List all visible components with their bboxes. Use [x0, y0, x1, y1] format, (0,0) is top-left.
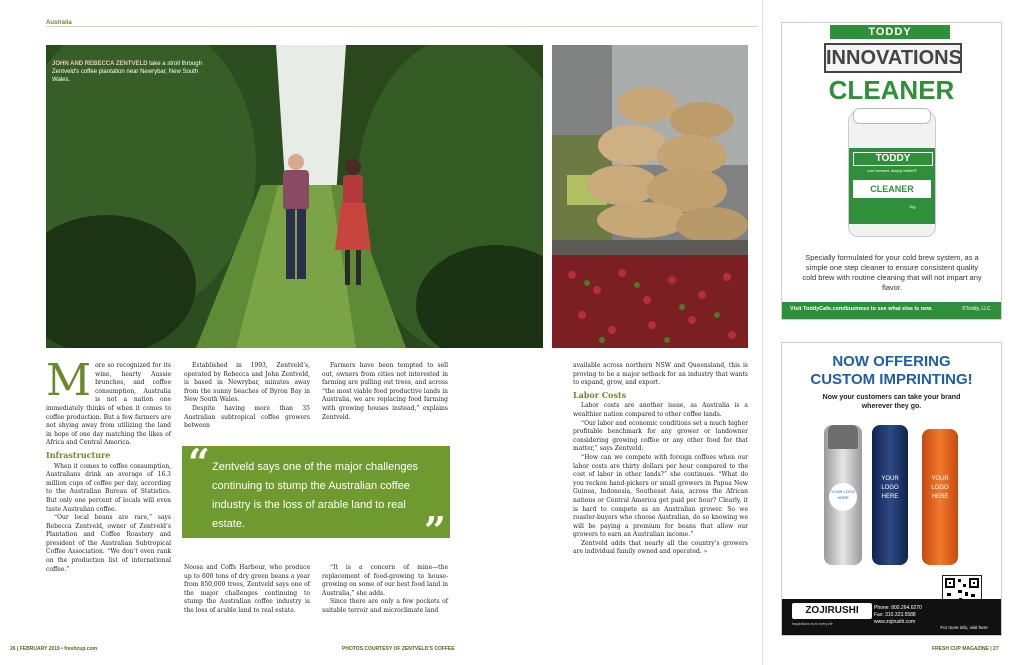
paragraph: Labor costs are another issue, as Australia is a wealthier nation compared to other coffee lands. [573, 402, 748, 418]
paragraph: ore so recognized for its wine, hearty Aussie brunches, and coffee consumption, Australia is not a nation one immediately thinks of when it comes to coffee production. But a few farmers are not shying away from utilizing the land in hope of one day matching the likes of Africa and Central America. [46, 362, 171, 447]
paragraph: Zentveld adds that nearly all the country’s growers are individual family owned and operated. » [573, 539, 748, 556]
ad-link[interactable]: Visit ToddyCafe.com/business to see what else is new. [790, 306, 933, 312]
article-column-2-bottom [184, 564, 310, 616]
ad-headline-1: NOW OFFERING [832, 353, 951, 370]
innovations-banner: INNOVATIONS [824, 43, 962, 73]
header-rule [46, 26, 758, 27]
more-info[interactable]: For more info, visit here [940, 625, 988, 630]
article-column-3-bottom [322, 564, 448, 616]
contact-info [874, 605, 944, 626]
fax: Fax: 310.323.5588 [874, 612, 916, 618]
paragraph: Farmers have been tempted to sell out, owners from cities not interested in farming are pulling out trees, and across “the most viable food productive lands in Australia, we are replacing food farming with growing houses instead,” explains Zentveld. [322, 362, 448, 421]
website-link[interactable]: www.zojirushi.com [874, 619, 916, 625]
drop-cap: M [46, 355, 92, 406]
phone: Phone: 800.264.6270 [874, 605, 922, 611]
jar-brand: TODDY [853, 152, 933, 166]
paragraph: Despite having more than 35 Australian subtropical coffee growers between [184, 404, 310, 430]
photo-caption: JOHN AND REBECCA ZENTVELD take a stroll through Zentveld's coffee plantation near Newrybar, New South Wales. [52, 61, 202, 83]
subheading-infrastructure: Infrastructure [46, 449, 111, 460]
open-quote-icon: “ [188, 440, 210, 485]
footer-credit: PHOTOS COURTESY OF ZENTVELD’S COFFEE [342, 646, 455, 652]
article-column-4 [573, 362, 748, 557]
paragraph: “How can we compete with foreign coffees when our labor costs are thirty dollars per hour compared to the cost of labor in other lands?” she continues. “What do you reckon hand-pickers or small growers in Papua New Guinea, Indonesia, Southeast Asia, across the African nations or Central America get paid per hour? Clearly, it is hard to compete as an Australian grower. So we roaster-buyers who choose Australian, do so knowing we will be paying a premium for beans that allow our growers to earn an Australian income.” [573, 453, 748, 539]
toddy-logo: TODDY [830, 25, 950, 39]
paragraph: “Our local beans are rare,” says Rebecca Zentveld, owner of Zentveld’s Plantation and Coffee Roastery and president of the Australian Subtropical Coffee Association. “We don’t even rank on the production list of international coffee.” [46, 514, 171, 573]
logo-placeholder: YOUR LOGO HERE [931, 476, 949, 500]
toddy-ad[interactable] [781, 22, 1002, 320]
ad-copyright: ©Toddy, LLC [962, 306, 991, 312]
article-column-1 [46, 355, 171, 574]
cleaner-jar [848, 111, 936, 237]
zojirushi-footer [782, 599, 1001, 635]
paragraph: “Our labor and economic conditions set a much higher profitable benchmark for any grower or landowner considering growing coffee or any other food for that matter,” says Zentveld. [573, 419, 748, 453]
bottle-navy [872, 425, 908, 565]
zojirushi-logo: ZOJIRUSHI [792, 603, 872, 619]
article-column-2-top [184, 362, 310, 431]
continue-arrow-icon: » [703, 548, 708, 556]
bottle-orange [922, 429, 958, 565]
brand-tagline: Inspirations from every life [792, 622, 833, 626]
footer-right: FRESH CUP MAGAZINE | 27 [932, 646, 999, 652]
jar-label: CLEANER [853, 180, 931, 198]
paragraph: available across northern NSW and Queensland, this is proving to be a major setback for an industry that wants to expand, grow, and export. [573, 362, 748, 387]
paragraph: Since there are only a few pockets of suitable terroir and microclimate land [322, 598, 448, 614]
paragraph: Noosa and Coffs Harbour, who produce up to 600 tons of dry green beans a year from 850,000 trees, Zentveld says one of the major challenges continuing to stump the Australian coffee industry is the loss of arable land to real estate. [184, 564, 310, 614]
ad-footer-bar[interactable] [782, 302, 1001, 319]
ad-headline-2: CUSTOM IMPRINTING! [810, 371, 973, 388]
plantation-photo [46, 45, 543, 348]
subheading-labor-costs: Labor Costs [573, 389, 627, 400]
logo-placeholder: YOUR LOGO HERE [829, 483, 857, 511]
ad-subhead: Now your customers can take your brand wherever they go. [822, 394, 961, 410]
paragraph: When it comes to coffee consumption, Australians drink an average of 16.3 million cups of coffee per day, according to the Australian Bureau of Statistics. But only one percent of locals will even taste Australian coffee. [46, 462, 171, 513]
ad-body: Specially formulated for your cold brew system, as a simple one step cleaner to ensure consistent quality cold brew with routine cleaning that will not impart any flavor. [802, 253, 982, 292]
jar-tagline: cold brewed. simply better® [867, 168, 917, 173]
close-quote-icon: ” [424, 508, 446, 553]
paragraph: “It is a concern of mine—the replacement of food-growing to house-growing on some of our best food land in Australia,” she adds. [322, 564, 448, 597]
logo-placeholder: YOUR LOGO HERE [881, 476, 899, 500]
cleaner-title: CLEANER [828, 75, 955, 105]
article-column-3-top [322, 362, 448, 422]
bottle-silver [824, 425, 862, 565]
zojirushi-ad[interactable] [781, 342, 1002, 636]
pull-quote-text: Zentveld says one of the major challenges continuing to stump the Australian coffee industry is the loss of arable land to real estate. [212, 461, 419, 530]
page-spine [762, 0, 763, 665]
paragraph: Established in 1993, Zentveld’s, operated by Rebecca and John Zentveld, is based in Newrybar, minutes away from the sunny beaches of Byron Bay in New South Wales. [184, 362, 310, 404]
jar-weight: 1kg [909, 204, 916, 209]
section-label: Australia [46, 20, 72, 26]
pull-quote [182, 440, 450, 553]
coffee-sacks-photo [552, 45, 748, 348]
footer-left: 26 | FEBRUARY 2019 • freshcup.com [10, 646, 98, 652]
